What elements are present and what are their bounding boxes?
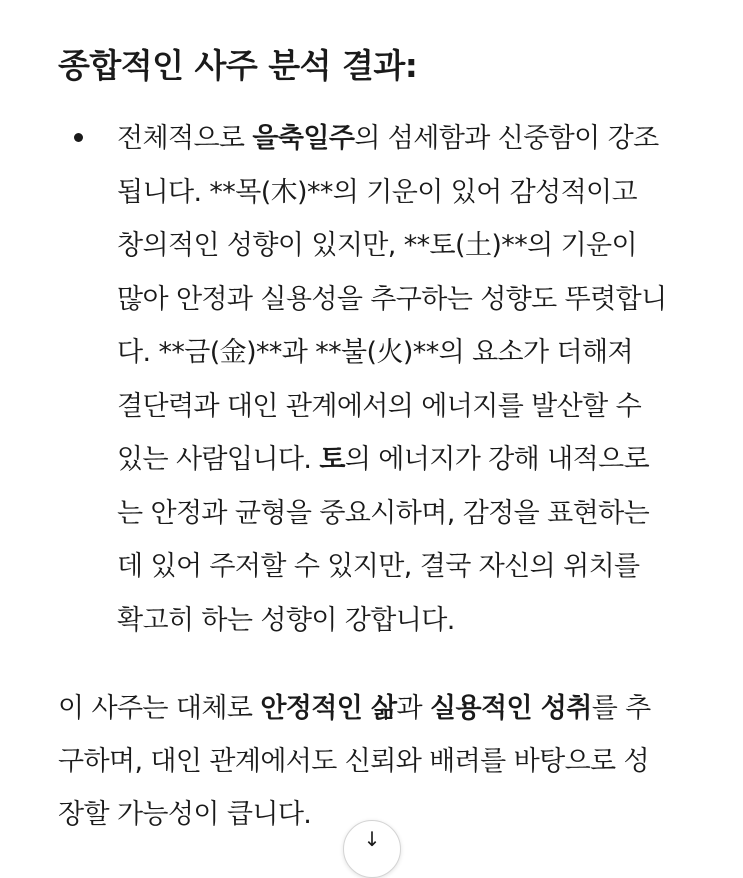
bullet-paragraph xyxy=(117,112,667,647)
text-line xyxy=(117,540,667,594)
section-heading: 종합적인 사주 분석 결과: xyxy=(58,46,418,85)
text-segment: 다. **금(金)**과 **불(火)**의 요소가 더해져 xyxy=(117,337,633,368)
text-line xyxy=(117,166,667,220)
text-line xyxy=(117,112,667,166)
text-line xyxy=(58,682,651,735)
arrow-down-icon: ↓ xyxy=(363,827,381,851)
text-segment: 됩니다. **목(木)**의 기운이 있어 감성적이고 xyxy=(117,176,638,208)
text-line xyxy=(117,433,667,487)
bold-text: 실용적인 성취 xyxy=(430,693,592,724)
text-segment: 의 섬세함과 신중함이 강조 xyxy=(354,123,659,154)
text-segment: 이 사주는 대체로 xyxy=(58,693,261,724)
text-segment: 있는 사람입니다. xyxy=(117,444,320,475)
text-segment: 를 추 xyxy=(591,693,651,724)
summary-paragraph xyxy=(58,682,651,841)
text-segment: 데 있어 주저할 수 있지만, 결국 자신의 위치를 xyxy=(117,551,640,582)
text-segment: 많아 안정과 실용성을 추구하는 성향도 뚜렷합니 xyxy=(117,283,667,315)
text-segment: 결단력과 대인 관계에서의 에너지를 발산할 수 xyxy=(117,390,642,422)
bullet-icon xyxy=(74,133,83,142)
text-segment: 확고히 하는 성향이 강합니다. xyxy=(117,604,455,636)
scroll-to-bottom-button[interactable] xyxy=(343,820,401,878)
text-segment: 장할 가능성이 큽니다. xyxy=(58,799,312,830)
bold-text: 토 xyxy=(319,444,345,475)
text-segment: 구하며, 대인 관계에서도 신뢰와 배려를 바탕으로 성 xyxy=(58,746,649,777)
text-line xyxy=(117,487,667,541)
text-line xyxy=(117,380,667,434)
bold-text: 안정적인 삶 xyxy=(260,693,397,724)
text-segment: 의 에너지가 강해 내적으로 xyxy=(344,444,650,475)
text-line xyxy=(117,594,667,648)
text-segment: 과 xyxy=(396,693,431,724)
bold-text: 을축일주 xyxy=(252,123,355,154)
text-line xyxy=(58,735,651,788)
text-segment: 는 안정과 균형을 중요시하며, 감정을 표현하는 xyxy=(117,497,650,529)
text-line xyxy=(117,219,667,273)
text-segment: 전체적으로 xyxy=(117,123,253,154)
text-line xyxy=(117,326,667,380)
text-segment: 창의적인 성향이 있지만, **토(土)**의 기운이 xyxy=(117,230,638,261)
text-line xyxy=(117,273,667,327)
